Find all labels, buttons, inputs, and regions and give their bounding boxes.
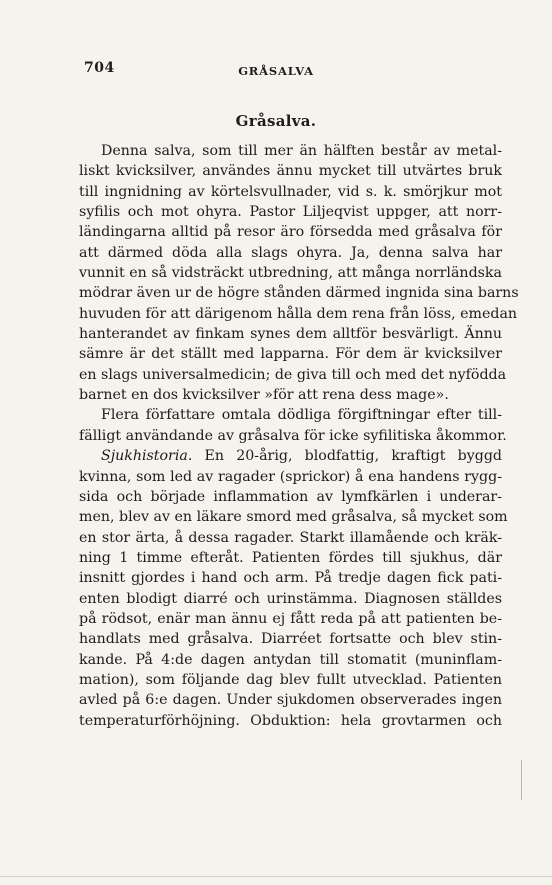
text-line: avled på 6:e dagen. Under sjukdomen observerades ingen: [79, 692, 502, 709]
text-line: handlats med gråsalva. Diarréet fortsatte och blev stin-: [79, 631, 502, 648]
text-line: barnet en dos kvicksilver »för att rena dess mage».: [79, 387, 449, 404]
text-line: vunnit en så vidsträckt utbredning, att många norrländska: [79, 265, 502, 282]
scan-edge-mark: [0, 876, 552, 877]
text-line: på rödsot, enär man ännu ej fått reda på att patienten be-: [79, 610, 502, 627]
text-line: [79, 446, 502, 466]
text-line: hanterandet av finkam synes dem alltför besvärligt. Ännu: [79, 326, 502, 343]
text-line: insnitt gjordes i hand och arm. På tredje dagen fick pati-: [79, 570, 502, 587]
text-line: Denna salva, som till mer än hälften består av metal-: [101, 143, 502, 159]
text-line: men, blev av en läkare smord med gråsalva, så mycket som: [79, 509, 508, 526]
text-line: liskt kvicksilver, användes ännu mycket till utvärtes bruk: [79, 163, 502, 180]
text-line: temperaturförhöjning. Obduktion: hela grovtarmen och: [79, 712, 502, 729]
text-line: mödrar även ur de högre stånden därmed ingnida sina barns: [79, 285, 519, 302]
text-line: sämre är det ställt med lapparna. För dem är kvicksilver: [79, 346, 502, 363]
text-line: ländingarna alltid på resor äro försedda med gråsalva för: [79, 224, 502, 241]
section-title: Gråsalva.: [235, 112, 317, 130]
text-run: En 20-årig, blodfattig, kraftigt byggd: [192, 448, 502, 465]
text-line: Flera författare omtala dödliga förgiftningar efter till-: [101, 407, 502, 424]
text-line: kande. På 4:de dagen antydan till stomatit (muninflam-: [79, 651, 502, 668]
case-history-lead: Sjukhistoria.: [101, 448, 193, 465]
scan-edge-mark: [521, 760, 522, 800]
text-line: mation), som följande dag blev fullt utvecklad. Patienten: [79, 671, 502, 688]
text-line: att därmed döda alla slags ohyra. Ja, denna salva har: [79, 244, 502, 261]
text-line: till ingnidning av körtelsvullnader, vid s. k. smörjkur mot: [79, 183, 502, 200]
text-line: fälligt användande av gråsalva för icke syfilitiska åkommor.: [79, 427, 507, 444]
text-line: syfilis och mot ohyra. Pastor Liljeqvist uppger, att norr-: [79, 204, 502, 221]
text-line: huvuden för att därigenom hålla dem rena från löss, emedan: [79, 305, 518, 322]
text-line: sida och började inflammation av lymfkärlen i underar-: [79, 488, 502, 505]
text-line: enten blodigt diarré och urinstämma. Diagnosen ställdes: [79, 590, 502, 607]
text-line: ning 1 timme efteråt. Patienten fördes till sjukhus, där: [79, 549, 502, 566]
running-head: GRÅSALVA: [238, 64, 314, 78]
page-number: 704: [84, 60, 115, 76]
text-line: kvinna, som led av ragader (sprickor) å ena handens rygg-: [79, 468, 502, 485]
text-line: en stor ärta, å dessa ragader. Starkt illamående och kräk-: [79, 529, 502, 546]
body-text: [79, 141, 519, 731]
text-line: en slags universalmedicin; de giva till och med det nyfödda: [79, 366, 507, 383]
